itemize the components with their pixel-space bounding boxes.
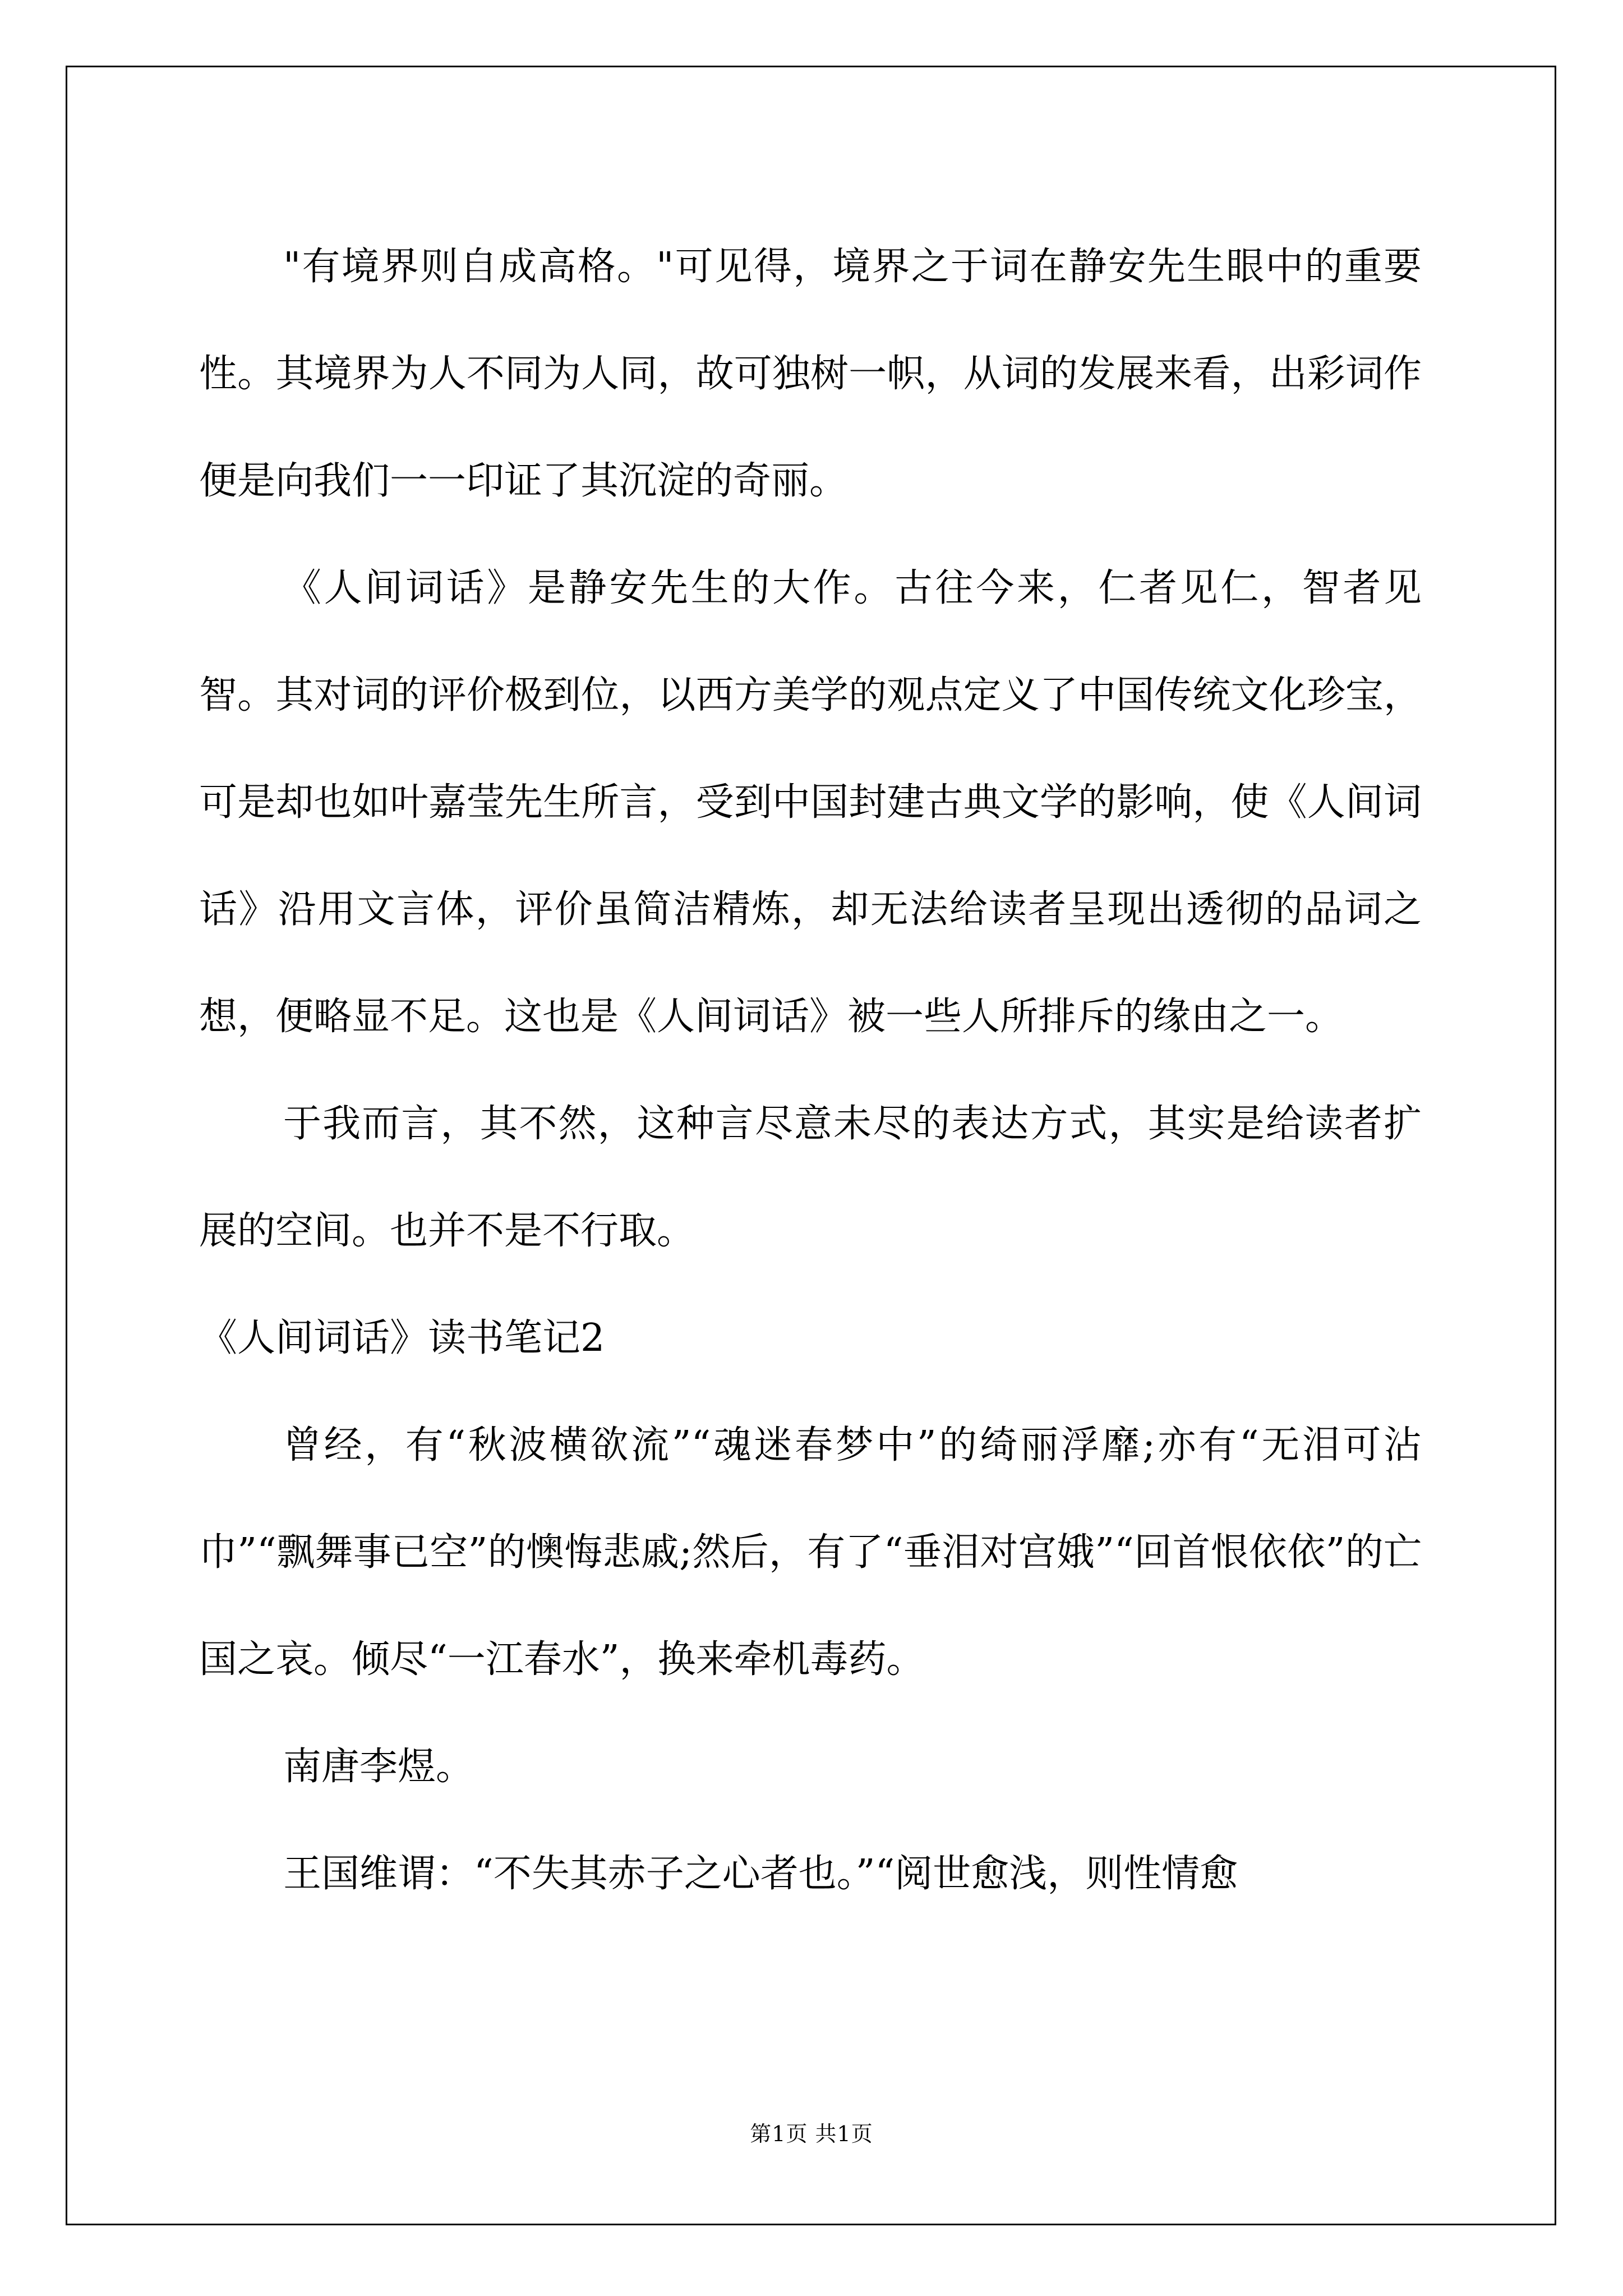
paragraph: "有境界则自成高格。"可见得，境界之于词在静安先生眼中的重要性。其境界为人不同为人同，故可独树一帜，从词的发展来看，出彩词作便是向我们一一印证了其沉淀的奇丽。: [199, 245, 1422, 503]
paragraph: 《人间词话》是静安先生的大作。古往今来，仁者见仁，智者见智。其对词的评价极到位，以西方美学的观点定义了中国传统文化珍宝，可是却也如叶嘉莹先生所言，受到中国封建古典文学的影响，使《人间词话》沿用文言体，评价虽简洁精炼，却无法给读者呈现出透彻的品词之想，便略显不足。这也是《人间词话》被一些人所排斥的缘由之一。: [199, 566, 1422, 1039]
paragraph: 南唐李煜。: [283, 1745, 474, 1789]
page-footer: 第1页 共1页: [750, 2122, 873, 2146]
paragraph: 曾经，有“秋波横欲流”“魂迷春梦中”的绮丽浮靡;亦有“无泪可沾巾”“飘舞事已空”的懊悔悲戚;然后，有了“垂泪对宫娥”“回首恨依依”的亡国之哀。倾尽“一江春水”，换来牵机毒药。: [199, 1423, 1422, 1682]
section-heading: 《人间词话》读书笔记2: [199, 1316, 605, 1360]
document-body: [199, 213, 1422, 1927]
paragraph: 于我而言，其不然，这种言尽意未尽的表达方式，其实是给读者扩展的空间。也并不是不行取。: [199, 1102, 1422, 1253]
paragraph: 王国维谓：“不失其赤子之心者也。”“阅世愈浅，则性情愈: [283, 1852, 1238, 1896]
